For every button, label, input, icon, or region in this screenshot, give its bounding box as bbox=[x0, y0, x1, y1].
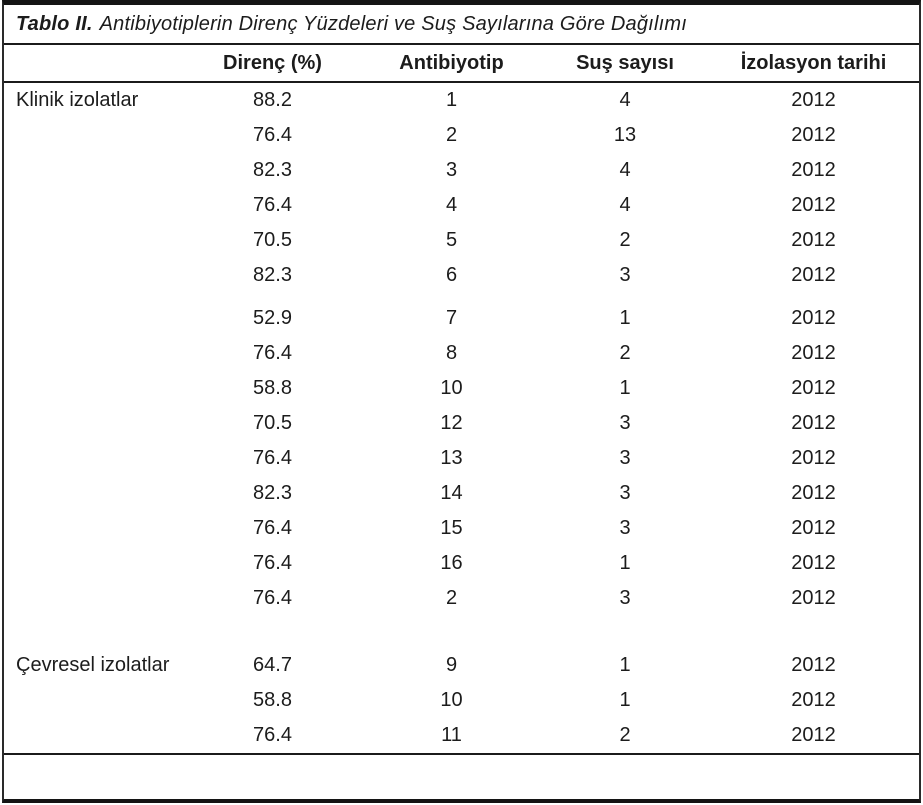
paper-table bbox=[2, 0, 921, 803]
cell-antibiyotip: 13 bbox=[440, 447, 463, 469]
table-title bbox=[4, 5, 919, 45]
cell-sus-sayisi: 4 bbox=[619, 159, 631, 181]
cell-antibiyotip: 7 bbox=[445, 307, 458, 329]
cell-antibiyotip: 5 bbox=[445, 229, 458, 251]
cell-direnc: 76.4 bbox=[253, 724, 292, 746]
cell-sus-sayisi: 13 bbox=[613, 124, 637, 146]
cell-antibiyotip: 12 bbox=[440, 412, 463, 434]
cell-izolasyon-tarihi: 2012 bbox=[791, 724, 836, 746]
cell-izolasyon-tarihi: 2012 bbox=[791, 264, 836, 286]
table-row bbox=[4, 118, 919, 153]
cell-antibiyotip: 8 bbox=[445, 342, 458, 364]
cell-izolasyon-tarihi: 2012 bbox=[791, 159, 836, 181]
cell-sus-sayisi: 2 bbox=[619, 342, 631, 364]
cell-direnc: 70.5 bbox=[253, 229, 292, 251]
table-title-text: Antibiyotiplerin Direnç Yüzdeleri ve Suş Sayılarına Göre Dağılımı bbox=[99, 12, 687, 35]
cell-izolasyon-tarihi: 2012 bbox=[791, 689, 836, 711]
table-title-prefix: Tablo II. bbox=[16, 12, 93, 35]
header-izolasyon-tarihi: İzolasyon tarihi bbox=[740, 51, 887, 74]
table-body bbox=[4, 83, 919, 753]
cell-antibiyotip: 3 bbox=[445, 159, 458, 181]
cell-group-label: Çevresel izolatlar bbox=[16, 654, 170, 676]
cell-direnc: 76.4 bbox=[253, 552, 292, 574]
table-row bbox=[4, 301, 919, 336]
cell-direnc: 82.3 bbox=[253, 482, 292, 504]
cell-sus-sayisi: 1 bbox=[619, 377, 631, 399]
bottom-blank-area bbox=[4, 755, 919, 799]
header-sus-sayisi: Suş sayısı bbox=[576, 51, 674, 74]
cell-direnc: 82.3 bbox=[253, 159, 292, 181]
table-row bbox=[4, 336, 919, 371]
cell-sus-sayisi: 3 bbox=[619, 447, 631, 469]
cell-antibiyotip: 11 bbox=[441, 724, 462, 746]
cell-direnc: 76.4 bbox=[253, 517, 292, 539]
table-row bbox=[4, 406, 919, 441]
group-spacer bbox=[4, 616, 919, 648]
table-row bbox=[4, 648, 919, 683]
cell-direnc: 76.4 bbox=[253, 124, 292, 146]
cell-sus-sayisi: 1 bbox=[619, 307, 631, 329]
cell-sus-sayisi: 3 bbox=[619, 264, 631, 286]
cell-sus-sayisi: 2 bbox=[619, 229, 631, 251]
cell-direnc: 76.4 bbox=[253, 194, 292, 216]
cell-sus-sayisi: 3 bbox=[619, 587, 631, 609]
cell-izolasyon-tarihi: 2012 bbox=[791, 517, 836, 539]
cell-izolasyon-tarihi: 2012 bbox=[791, 587, 836, 609]
cell-izolasyon-tarihi: 2012 bbox=[791, 377, 836, 399]
cell-sus-sayisi: 1 bbox=[619, 654, 631, 676]
cell-antibiyotip: 4 bbox=[445, 194, 458, 216]
table-row bbox=[4, 718, 919, 753]
cell-izolasyon-tarihi: 2012 bbox=[791, 89, 836, 111]
cell-izolasyon-tarihi: 2012 bbox=[791, 482, 836, 504]
cell-direnc: 58.8 bbox=[253, 377, 292, 399]
table-row bbox=[4, 441, 919, 476]
cell-izolasyon-tarihi: 2012 bbox=[791, 342, 836, 364]
table-row bbox=[4, 581, 919, 616]
cell-antibiyotip: 14 bbox=[440, 482, 463, 504]
cell-izolasyon-tarihi: 2012 bbox=[791, 412, 836, 434]
cell-izolasyon-tarihi: 2012 bbox=[791, 447, 836, 469]
cell-direnc: 52.9 bbox=[253, 307, 292, 329]
cell-antibiyotip: 15 bbox=[440, 517, 463, 539]
cell-antibiyotip: 6 bbox=[445, 264, 458, 286]
cell-direnc: 64.7 bbox=[253, 654, 292, 676]
cell-sus-sayisi: 1 bbox=[619, 552, 631, 574]
table-row bbox=[4, 546, 919, 581]
table-row bbox=[4, 683, 919, 718]
cell-sus-sayisi: 4 bbox=[619, 194, 631, 216]
cell-izolasyon-tarihi: 2012 bbox=[791, 124, 836, 146]
cell-sus-sayisi: 4 bbox=[619, 89, 631, 111]
cell-antibiyotip: 10 bbox=[440, 689, 463, 711]
table-row bbox=[4, 476, 919, 511]
header-direnc: Direnç (%) bbox=[223, 51, 322, 74]
cell-antibiyotip: 2 bbox=[445, 587, 458, 609]
cell-antibiyotip: 9 bbox=[445, 654, 458, 676]
cell-sus-sayisi: 3 bbox=[619, 482, 631, 504]
cell-group-label: Klinik izolatlar bbox=[16, 89, 139, 111]
table-row bbox=[4, 188, 919, 223]
cell-izolasyon-tarihi: 2012 bbox=[791, 552, 836, 574]
cell-direnc: 88.2 bbox=[253, 89, 292, 111]
cell-izolasyon-tarihi: 2012 bbox=[791, 307, 836, 329]
table-row bbox=[4, 258, 919, 293]
cell-sus-sayisi: 3 bbox=[619, 517, 631, 539]
cell-sus-sayisi: 2 bbox=[619, 724, 631, 746]
cell-antibiyotip: 2 bbox=[445, 124, 458, 146]
cell-direnc: 70.5 bbox=[253, 412, 292, 434]
cell-antibiyotip: 1 bbox=[445, 89, 458, 111]
table-row bbox=[4, 83, 919, 118]
table-row bbox=[4, 511, 919, 546]
cell-direnc: 58.8 bbox=[253, 689, 292, 711]
cell-sus-sayisi: 1 bbox=[619, 689, 631, 711]
cell-izolasyon-tarihi: 2012 bbox=[791, 194, 836, 216]
cell-direnc: 76.4 bbox=[253, 587, 292, 609]
cell-izolasyon-tarihi: 2012 bbox=[791, 654, 836, 676]
table-header-row bbox=[4, 45, 919, 83]
cell-antibiyotip: 10 bbox=[440, 377, 463, 399]
cell-izolasyon-tarihi: 2012 bbox=[791, 229, 836, 251]
cell-direnc: 82.3 bbox=[253, 264, 292, 286]
table-row bbox=[4, 153, 919, 188]
cell-direnc: 76.4 bbox=[253, 342, 292, 364]
cell-antibiyotip: 16 bbox=[440, 552, 463, 574]
table-row bbox=[4, 371, 919, 406]
header-antibiyotip: Antibiyotip bbox=[399, 51, 504, 74]
cell-sus-sayisi: 3 bbox=[619, 412, 631, 434]
cell-direnc: 76.4 bbox=[253, 447, 292, 469]
table-row bbox=[4, 223, 919, 258]
